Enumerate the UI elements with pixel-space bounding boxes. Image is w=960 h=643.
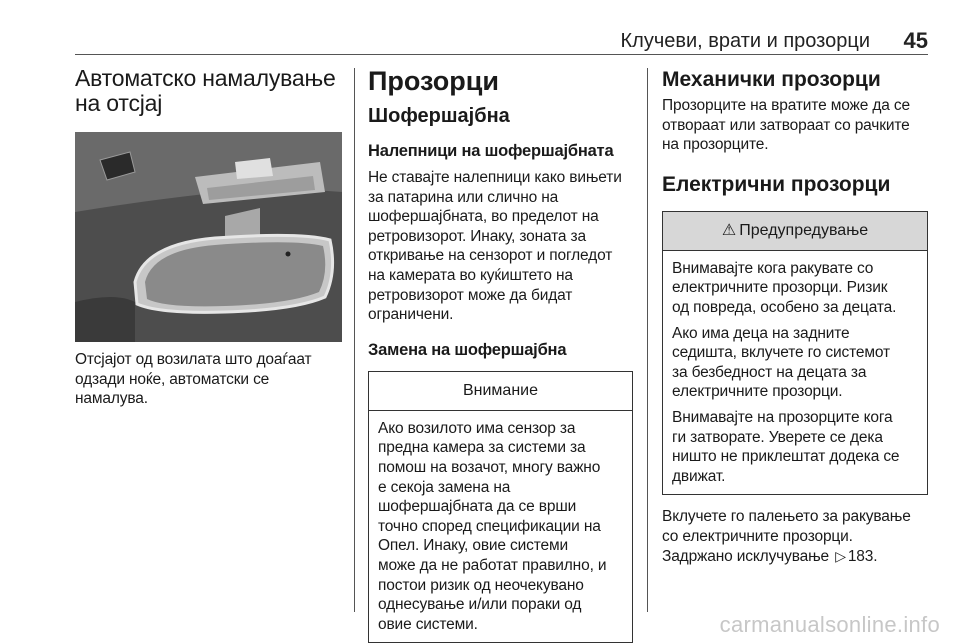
page-header [75, 24, 928, 54]
header-rule [75, 54, 928, 55]
windscreen-stickers-heading: Налепници на шофершајбната [368, 142, 614, 160]
retained-power-text: Задржано исклучување [662, 547, 830, 565]
windscreen-stickers-text: Не ставајте налепници како вињети за патарина или слично на шофершајбната, во пределот на ретровизорот. Инаку, зоната за откривање на сензорот и погледот на камерата во куќиштето на ретровизорот може да бидат ограничени. [368, 169, 622, 324]
warning-box [662, 211, 928, 496]
notice-text: Ако возилото има сензор за предна камера за системи за помош на возачот, многу важно е секоја замена на шофершајбната да се врши точно според спецификации на Опел. Инаку, овие системи може да не работат правилно, и постои ризик од неочекувано однесување и/или пораки од овие системи. [378, 419, 607, 633]
manual-windows-text: Прозорците на вратите може да се отвораат или затвораат со рачките на прозорците. [662, 97, 910, 154]
cross-reference-arrow-icon: ▷ [835, 547, 846, 564]
warning-title-bar [663, 212, 927, 251]
watermark: carmanualsonline.info [719, 612, 940, 637]
warning-triangle-icon: ⚠ [721, 221, 737, 239]
left-column [75, 62, 342, 409]
notice-title: Внимание [369, 372, 632, 411]
column-divider [354, 68, 355, 612]
auto-dimming-caption: Отсјајот од возилата што доаѓаат одзади ноќе, автоматски се намалува. [75, 351, 312, 408]
mirror-photo [75, 132, 342, 342]
windscreen-replacement-heading: Замена на шофершајбна [368, 340, 567, 359]
windows-title: Прозорци [368, 66, 499, 96]
rearview-mirror-illustration [75, 132, 342, 342]
warning-paragraph: Внимавајте кога ракувате со електричните прозорци. Ризик од повреда, особено за децата. [672, 259, 897, 316]
warning-paragraph: Внимавајте на прозорците кога ги затворате. Уверете се дека ништо не приклештат додека се движат. [672, 408, 900, 485]
middle-column [368, 62, 633, 643]
manual-windows-title: Механички прозорци [662, 68, 881, 91]
electric-windows-title: Електрични прозорци [662, 172, 891, 196]
column-divider [647, 68, 648, 612]
windscreen-subtitle: Шофершајбна [368, 105, 510, 127]
auto-dimming-heading: Автоматско намалување на отсјај [75, 65, 336, 116]
cross-reference-link[interactable]: 183. [847, 547, 878, 565]
electric-windows-text: Вклучете го палењето за ракување со електричните прозорци. Задржано исклучување ▷ 183. [662, 508, 911, 565]
warning-paragraph: Ако има деца на задните седишта, вклучете го системот за безбедност на децата за електричните прозорци. [672, 324, 890, 401]
warning-title: Предупредување [739, 221, 869, 239]
right-column [662, 62, 928, 566]
chapter-title: Клучеви, врати и прозорци [620, 30, 870, 52]
notice-box [368, 371, 633, 643]
page-number: 45 [903, 28, 928, 53]
